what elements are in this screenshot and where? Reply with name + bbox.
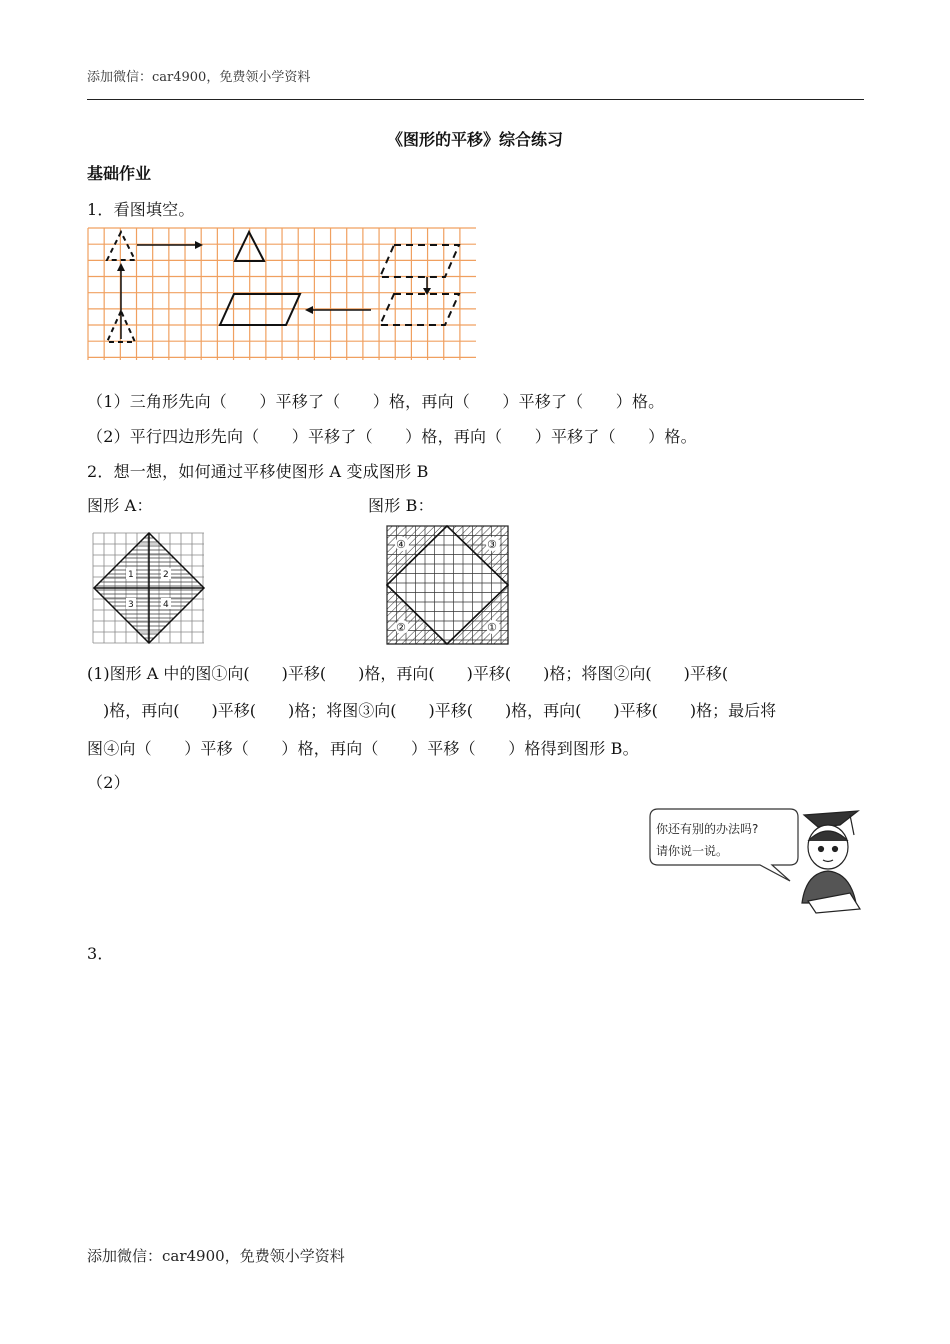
q2-p2-label: （2）: [87, 773, 130, 792]
triangle-dashed-top: [107, 232, 135, 260]
figa-num-2: 2: [163, 570, 169, 580]
bubble-line-2: 请你说一说。: [656, 844, 729, 858]
page-title: 《图形的平移》综合练习: [386, 130, 563, 149]
q2-p1-line3: 图④向（ ）平移（ ）格，再向（ ）平移（ ）格得到图形 B。: [87, 739, 639, 758]
parallelogram-dashed-bottom: [380, 294, 459, 325]
figb-num-4: ④: [396, 538, 406, 551]
figure-b: [386, 525, 510, 646]
q1-part2: （2）平行四边形先向（ ）平移了（ ）格，再向（ ）平移了（ ）格。: [87, 427, 697, 446]
arrow-left-head: [305, 306, 313, 314]
q1-part1: （1）三角形先向（ ）平移了（ ）格，再向（ ）平移了（ ）格。: [87, 392, 665, 411]
student-speech-illustration: [640, 805, 862, 915]
figb-num-2: ②: [396, 621, 406, 634]
header-watermark: 添加微信：car4900，免费领小学资料: [87, 70, 311, 85]
footer-watermark: 添加微信：car4900，免费领小学资料: [87, 1247, 345, 1265]
figure-b-label: 图形 B：: [368, 496, 434, 515]
q2-p1-line1: (1)图形 A 中的图①向( )平移( )格，再向( )平移( )格；将图②向( )平移(: [87, 664, 729, 683]
figure-a: [92, 532, 206, 644]
section-heading: 基础作业: [87, 164, 152, 183]
bubble-line-1: 你还有别的办法吗?: [656, 822, 759, 836]
figa-num-3: 3: [128, 600, 134, 610]
header-divider: [87, 99, 864, 100]
figb-num-3: ③: [487, 538, 497, 551]
arrow-right-head: [195, 241, 203, 249]
q2-label: 2．想一想，如何通过平移使图形 A 变成图形 B: [87, 462, 429, 481]
parallelogram-dashed-top: [380, 245, 459, 277]
q1-label: 1．看图填空。: [87, 200, 195, 219]
parallelogram-solid: [220, 294, 300, 325]
figa-num-4: 4: [163, 600, 169, 610]
q3-label: 3．: [87, 944, 114, 963]
student-cartoon-icon: [802, 811, 860, 913]
figb-num-1: ①: [487, 621, 497, 634]
arrow-up-head: [117, 263, 125, 271]
q1-grid-figure: [87, 227, 479, 363]
q2-p1-line2: )格，再向( )平移( )格；将图③向( )平移( )格，再向( )平移( )格；最后将: [87, 701, 777, 720]
figure-a-label: 图形 A：: [87, 496, 153, 515]
figa-num-1: 1: [128, 570, 134, 580]
